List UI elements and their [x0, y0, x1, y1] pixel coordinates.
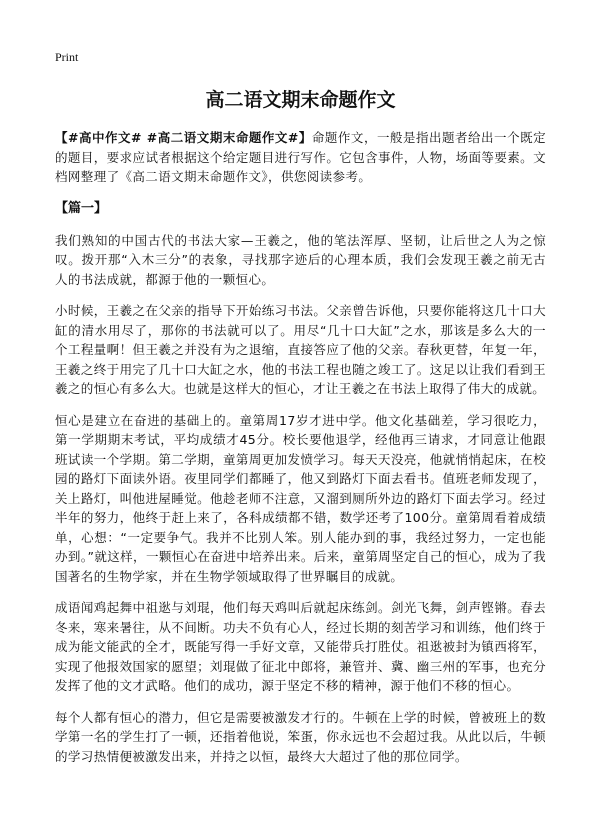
body-paragraph-2: 小时候，王羲之在父亲的指导下开始练习书法。父亲曾告诉他，只要你能将这几十口大缸的清水用尽了，那你的书法就可以了。用尽“几十口大缸”之水，那该是多么大的一个工程量啊！但王羲之并没有为之退缩，直接答应了他的父亲。春秋更替，年复一年，王羲之终于用完了几十口大缸之水，他的书法工程也随之竣工了。这足以让我们看到王羲之的恒心有多么大。也就是这样大的恒心，才让王羲之在书法上取得了伟大的成就。 [55, 303, 546, 396]
intro-tag: 【#高中作文# #高二语文期末命题作文#】 [55, 130, 312, 145]
print-label: Print [55, 50, 79, 64]
body-paragraph-3: 恒心是建立在奋进的基础上的。童第周17岁才进中学。他文化基础差，学习很吃力，第一学期期末考试，平均成绩才45分。校长要他退学，经他再三请求，才同意让他跟班试读一个学期。第二学期，童第周更加发愤学习。每天天没亮，他就悄悄起床，在校园的路灯下面读外语。夜里同学们都睡了，他又到路灯下面去看书。值班老师发现了，关上路灯，叫他进屋睡觉。他趁老师不注意，又溜到厕所外边的路灯下面去学习。经过半年的努力，他终于赶上来了，各科成绩都不错，数学还考了100分。童第周看着成绩单，心想：“一定要争气。我并不比别人笨。别人能办到的事，我经过努力，一定也能办到。”就这样，一颗恒心在奋进中培养出来。后来，童第周坚定自己的恒心，成为了我国著名的生物学家，并在生物学领域取得了世界瞩目的成就。 [55, 412, 546, 584]
body-paragraph-4: 成语闻鸡起舞中祖逖与刘琨，他们每天鸡叫后就起床练剑。剑光飞舞，剑声铿锵。春去冬来，寒来暑往，从不间断。功夫不负有心人，经过长期的刻苦学习和训练，他们终于成为能文能武的全才，既能写得一手好文章，又能带兵打胜仗。祖逖被封为镇西将军，实现了他报效国家的愿望；刘琨做了征北中郎将，兼管并、冀、幽三州的军事，也充分发挥了他的文才武略。他们的成功，源于坚定不移的精神，源于他们不移的恒心。 [55, 600, 546, 693]
intro-paragraph [55, 128, 546, 187]
body-paragraph-5: 每个人都有恒心的潜力，但它是需要被激发才行的。牛顿在上学的时候，曾被班上的数学第一名的学生打了一顿，还指着他说，笨蛋，你永远也不会超过我。从此以后，牛顿的学习热情便被激发出来，并持之以恒，最终大大超过了他的那位同学。 [55, 709, 546, 764]
body-paragraph-1: 我们熟知的中国古代的书法大家—王羲之，他的笔法浑厚、坚韧，让后世之人为之惊叹。拨开那“入木三分”的表象，寻找那字迹后的心理本质，我们会发现王羲之前无古人的书法成就，都源于他的一颗恒心。 [55, 232, 546, 287]
page-title: 高二语文期末命题作文 [205, 89, 396, 111]
intro-text: 命题作文，一般是指出题者给出一个既定的题目，要求应试者根据这个给定题目进行写作。它包含事件，人物，场面等要素。文档网整理了《高二语文期末命题作文》，供您阅读参考。 [55, 130, 546, 184]
section-heading: 【篇一】 [55, 200, 108, 216]
